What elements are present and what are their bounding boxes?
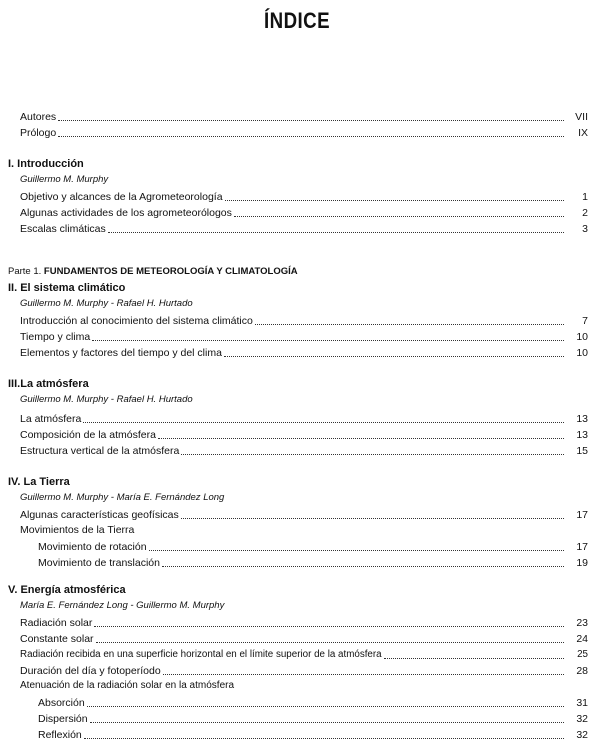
- toc-page-number: 28: [576, 665, 588, 677]
- toc-entry[interactable]: [20, 222, 588, 236]
- chapter-author: María E. Fernández Long - Guillermo M. Murphy: [20, 600, 225, 611]
- chapter-author: Guillermo M. Murphy - María E. Fernández Long: [20, 492, 225, 503]
- toc-entry[interactable]: [20, 412, 588, 426]
- toc-subheading: Atenuación de la radiación solar en la atmósfera: [20, 680, 235, 691]
- leader-dots: [181, 517, 564, 519]
- leader-dots: [90, 721, 564, 723]
- toc-page-number: 15: [576, 445, 588, 457]
- leader-dots: [162, 565, 564, 567]
- toc-entry[interactable]: [20, 664, 588, 678]
- toc-entry-title: Movimiento de rotación: [38, 541, 147, 553]
- toc-entry-title: La atmósfera: [20, 413, 82, 425]
- leader-dots: [83, 421, 564, 423]
- chapter-heading: IV. La Tierra: [8, 476, 70, 488]
- chapter-author: Guillermo M. Murphy - Rafael H. Hurtado: [20, 394, 193, 405]
- toc-entry-title: Radiación recibida en una superficie horizontal en el límite superior de la atmósfera: [20, 649, 382, 660]
- toc-page-number: 32: [576, 713, 588, 725]
- toc-page-number: 23: [576, 617, 588, 629]
- leader-dots: [84, 737, 564, 739]
- toc-entry-title: Reflexión: [38, 729, 82, 741]
- toc-entry[interactable]: [20, 508, 588, 522]
- toc-page-number: 2: [582, 207, 588, 219]
- toc-page-number: 10: [576, 347, 588, 359]
- toc-entry-title: Autores: [20, 111, 57, 123]
- leader-dots: [163, 673, 564, 675]
- toc-page-number: IX: [578, 127, 588, 139]
- toc-entry-title: Constante solar: [20, 633, 94, 645]
- leader-dots: [224, 355, 564, 357]
- toc-entry-title: Radiación solar: [20, 617, 93, 629]
- toc-page-number: 25: [577, 649, 588, 660]
- chapter-author: Guillermo M. Murphy: [20, 174, 109, 185]
- toc-entry-title: Estructura vertical de la atmósfera: [20, 445, 180, 457]
- toc-entry[interactable]: [20, 428, 588, 442]
- part-heading: [8, 266, 298, 277]
- toc-entry-prologo[interactable]: [20, 126, 588, 140]
- toc-entry-title: Duración del día y fotoperíodo: [20, 665, 161, 677]
- toc-entry-title: Movimiento de translación: [38, 557, 160, 569]
- toc-entry-title: Prólogo: [20, 127, 57, 139]
- toc-subheading: Movimientos de la Tierra: [20, 524, 135, 536]
- chapter-heading: V. Energía atmosférica: [8, 584, 126, 596]
- toc-page-number: 13: [576, 429, 588, 441]
- toc-page-number: 3: [582, 223, 588, 235]
- toc-entry-title: Dispersión: [38, 713, 88, 725]
- leader-dots: [384, 657, 564, 659]
- leader-dots: [58, 135, 564, 137]
- toc-entry[interactable]: [38, 556, 588, 570]
- toc-entry[interactable]: [38, 728, 588, 742]
- toc-entry-title: Escalas climáticas: [20, 223, 106, 235]
- leader-dots: [181, 453, 564, 455]
- chapter-heading: I. Introducción: [8, 158, 84, 170]
- leader-dots: [58, 119, 564, 121]
- chapter-heading: III.La atmósfera: [8, 378, 89, 390]
- toc-page-number: 19: [576, 557, 588, 569]
- leader-dots: [92, 339, 564, 341]
- toc-entry[interactable]: [20, 616, 588, 630]
- toc-entry[interactable]: [20, 444, 588, 458]
- toc-page-number: 10: [576, 331, 588, 343]
- toc-page-number: 17: [576, 509, 588, 521]
- toc-entry[interactable]: [20, 206, 588, 220]
- leader-dots: [225, 199, 564, 201]
- page-title: ÍNDICE: [264, 8, 330, 33]
- toc-entry[interactable]: [20, 346, 588, 360]
- leader-dots: [108, 231, 564, 233]
- toc-entry-title: Objetivo y alcances de la Agrometeorología: [20, 191, 223, 203]
- toc-entry-title: Absorción: [38, 697, 85, 709]
- toc-entry-autores[interactable]: [20, 110, 588, 124]
- toc-entry[interactable]: [38, 540, 588, 554]
- toc-page-number: 13: [576, 413, 588, 425]
- toc-entry[interactable]: [38, 712, 588, 726]
- leader-dots: [158, 437, 564, 439]
- leader-dots: [234, 215, 564, 217]
- toc-entry-title: Elementos y factores del tiempo y del clima: [20, 347, 222, 359]
- toc-entry[interactable]: [20, 190, 588, 204]
- toc-entry[interactable]: [38, 696, 588, 710]
- toc-page-number: 32: [576, 729, 588, 741]
- toc-entry-title: Tiempo y clima: [20, 331, 91, 343]
- toc-entry[interactable]: [20, 314, 588, 328]
- toc-entry[interactable]: [20, 632, 588, 646]
- toc-page-number: 1: [582, 191, 588, 203]
- toc-page-number: 7: [582, 315, 588, 327]
- chapter-heading: II. El sistema climático: [8, 282, 126, 294]
- toc-entry-title: Algunas características geofísicas: [20, 509, 179, 521]
- toc-entry[interactable]: [20, 648, 588, 662]
- part-prefix: Parte 1.: [8, 266, 42, 277]
- leader-dots: [149, 549, 564, 551]
- chapter-author: Guillermo M. Murphy - Rafael H. Hurtado: [20, 298, 193, 309]
- toc-entry-title: Composición de la atmósfera: [20, 429, 156, 441]
- toc-entry[interactable]: [20, 330, 588, 344]
- toc-entry-title: Algunas actividades de los agrometeorólogos: [20, 207, 232, 219]
- part-title: FUNDAMENTOS DE METEOROLOGÍA Y CLIMATOLOGÍA: [43, 266, 298, 277]
- leader-dots: [94, 625, 564, 627]
- toc-entry-title: Introducción al conocimiento del sistema climático: [20, 315, 253, 327]
- toc-page-number: 31: [576, 697, 588, 709]
- toc-page-number: 24: [576, 633, 588, 645]
- toc-page-number: 17: [576, 541, 588, 553]
- leader-dots: [96, 641, 564, 643]
- toc-page-number: VII: [575, 111, 588, 123]
- leader-dots: [87, 705, 564, 707]
- leader-dots: [255, 323, 564, 325]
